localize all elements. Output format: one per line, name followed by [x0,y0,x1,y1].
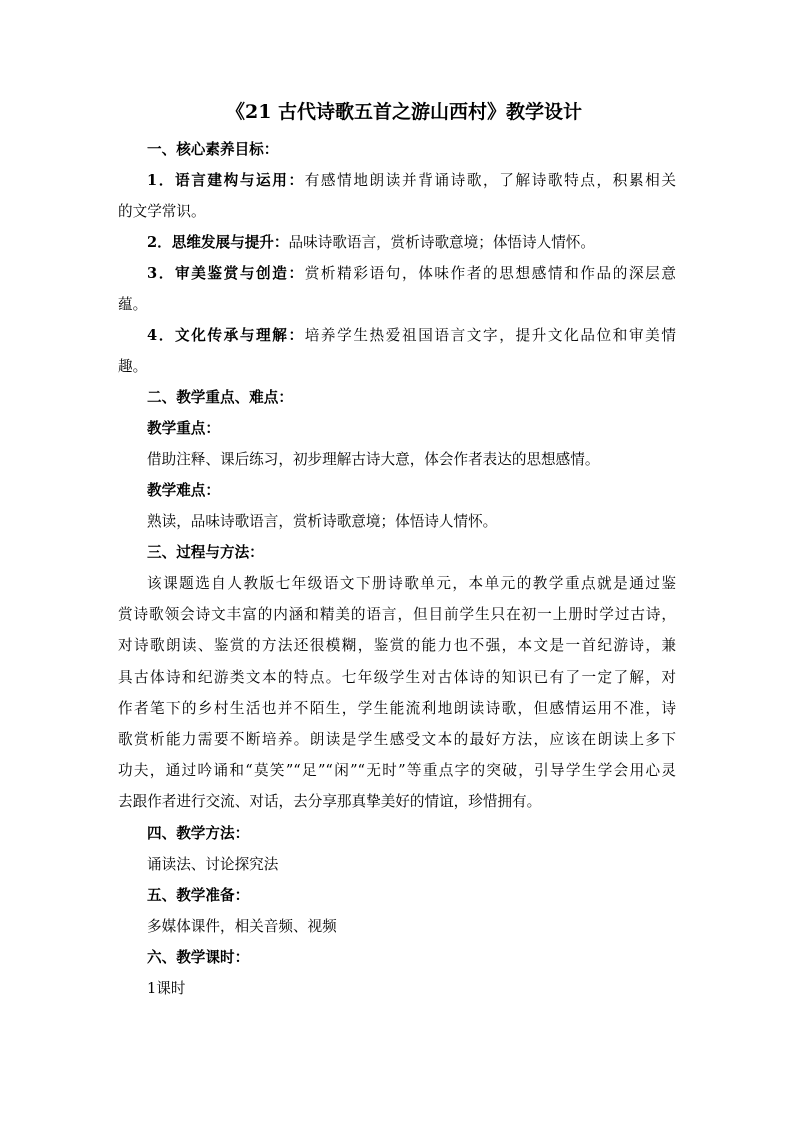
objective-item-1-row-1 [118,165,676,196]
objective-item-4-row-2: 趣。 [118,358,148,375]
class-hours-text: 1课时 [147,979,186,997]
section-heading-preparation: 五、教学准备： [147,886,250,904]
process-row-2: 赏诗歌领会诗文丰富的内涵和精美的语言，但目前学生只在初一上册时学过古诗， [118,606,676,624]
methods-text: 诵读法、讨论探究法 [147,855,279,873]
objective-item-4 [118,320,676,382]
process-row-3: 对诗歌朗读、鉴赏的方法还很模糊，鉴赏的能力也不强，本文是一首纪游诗，兼 [118,637,676,655]
section-heading-objectives: 一、核心素养目标： [147,141,279,158]
objective-item-2 [118,227,676,258]
key-point-label: 教学重点： [147,420,220,437]
objective-item-3-text: 赏析精彩语句，体味作者的思想感情和作品的深层意 [304,265,676,282]
process-row-1: 该课题选自人教版七年级语文下册诗歌单元，本单元的教学重点就是通过鉴 [147,575,676,592]
difficult-point-text: 熟读，品味诗歌语言，赏析诗歌意境；体悟诗人情怀。 [147,513,498,530]
objective-item-3 [118,258,676,320]
section-heading-process: 三、过程与方法： [147,544,264,561]
objective-item-4-lead: 4．文化传承与理解： [147,327,305,344]
objective-item-3-lead: 3．审美鉴赏与创造： [147,265,305,282]
objective-item-3-row-1 [118,258,676,289]
section-heading-class-hours: 六、教学课时： [147,948,250,966]
objective-item-1 [118,165,676,227]
process-paragraph [118,568,676,818]
document-title: 《21 古代诗歌五首之游山西村》教学设计 [225,101,583,123]
objective-item-1-text: 有感情地朗读并背诵诗歌，了解诗歌特点，积累相关 [304,172,676,189]
objective-item-4-text: 培养学生热爱祖国语言文字，提升文化品位和审美情 [304,327,676,344]
process-row-4: 具古体诗和纪游类文本的特点。七年级学生对古体诗的知识已有了一定了解，对 [118,668,676,686]
objective-item-1-row-2: 的文学常识。 [118,203,206,220]
objective-item-4-row-1 [118,320,676,351]
objective-item-2-lead: 2．思维发展与提升： [147,234,289,251]
process-row-7: 功夫，通过吟诵和“莫笑”“足”“闲”“无时”等重点字的突破，引导学生学会用心灵 [118,762,676,780]
process-row-5: 作者笔下的乡村生活也并不陌生，学生能流利地朗读诗歌，但感情运用不准，诗 [118,699,676,717]
document-content [118,98,676,1004]
objective-item-1-lead: 1．语言建构与运用： [147,172,305,189]
section-heading-key-points: 二、教学重点、难点： [147,389,293,406]
preparation-text: 多媒体课件，相关音频、视频 [147,917,337,935]
section-heading-methods: 四、教学方法： [147,824,250,842]
key-point-text: 借助注释、课后练习，初步理解古诗大意，体会作者表达的思想感情。 [147,451,600,468]
objective-item-3-row-2: 蕴。 [118,296,148,313]
process-row-6: 歌赏析能力需要不断培养。朗读是学生感受文本的最好方法，应该在朗读上多下 [118,731,676,749]
objective-item-2-text: 品味诗歌语言，赏析诗歌意境；体悟诗人情怀。 [288,234,595,251]
difficult-point-label: 教学难点： [147,482,220,499]
process-row-8: 去跟作者进行交流、对话，去分享那真挚美好的情谊，珍惜拥有。 [118,793,542,811]
